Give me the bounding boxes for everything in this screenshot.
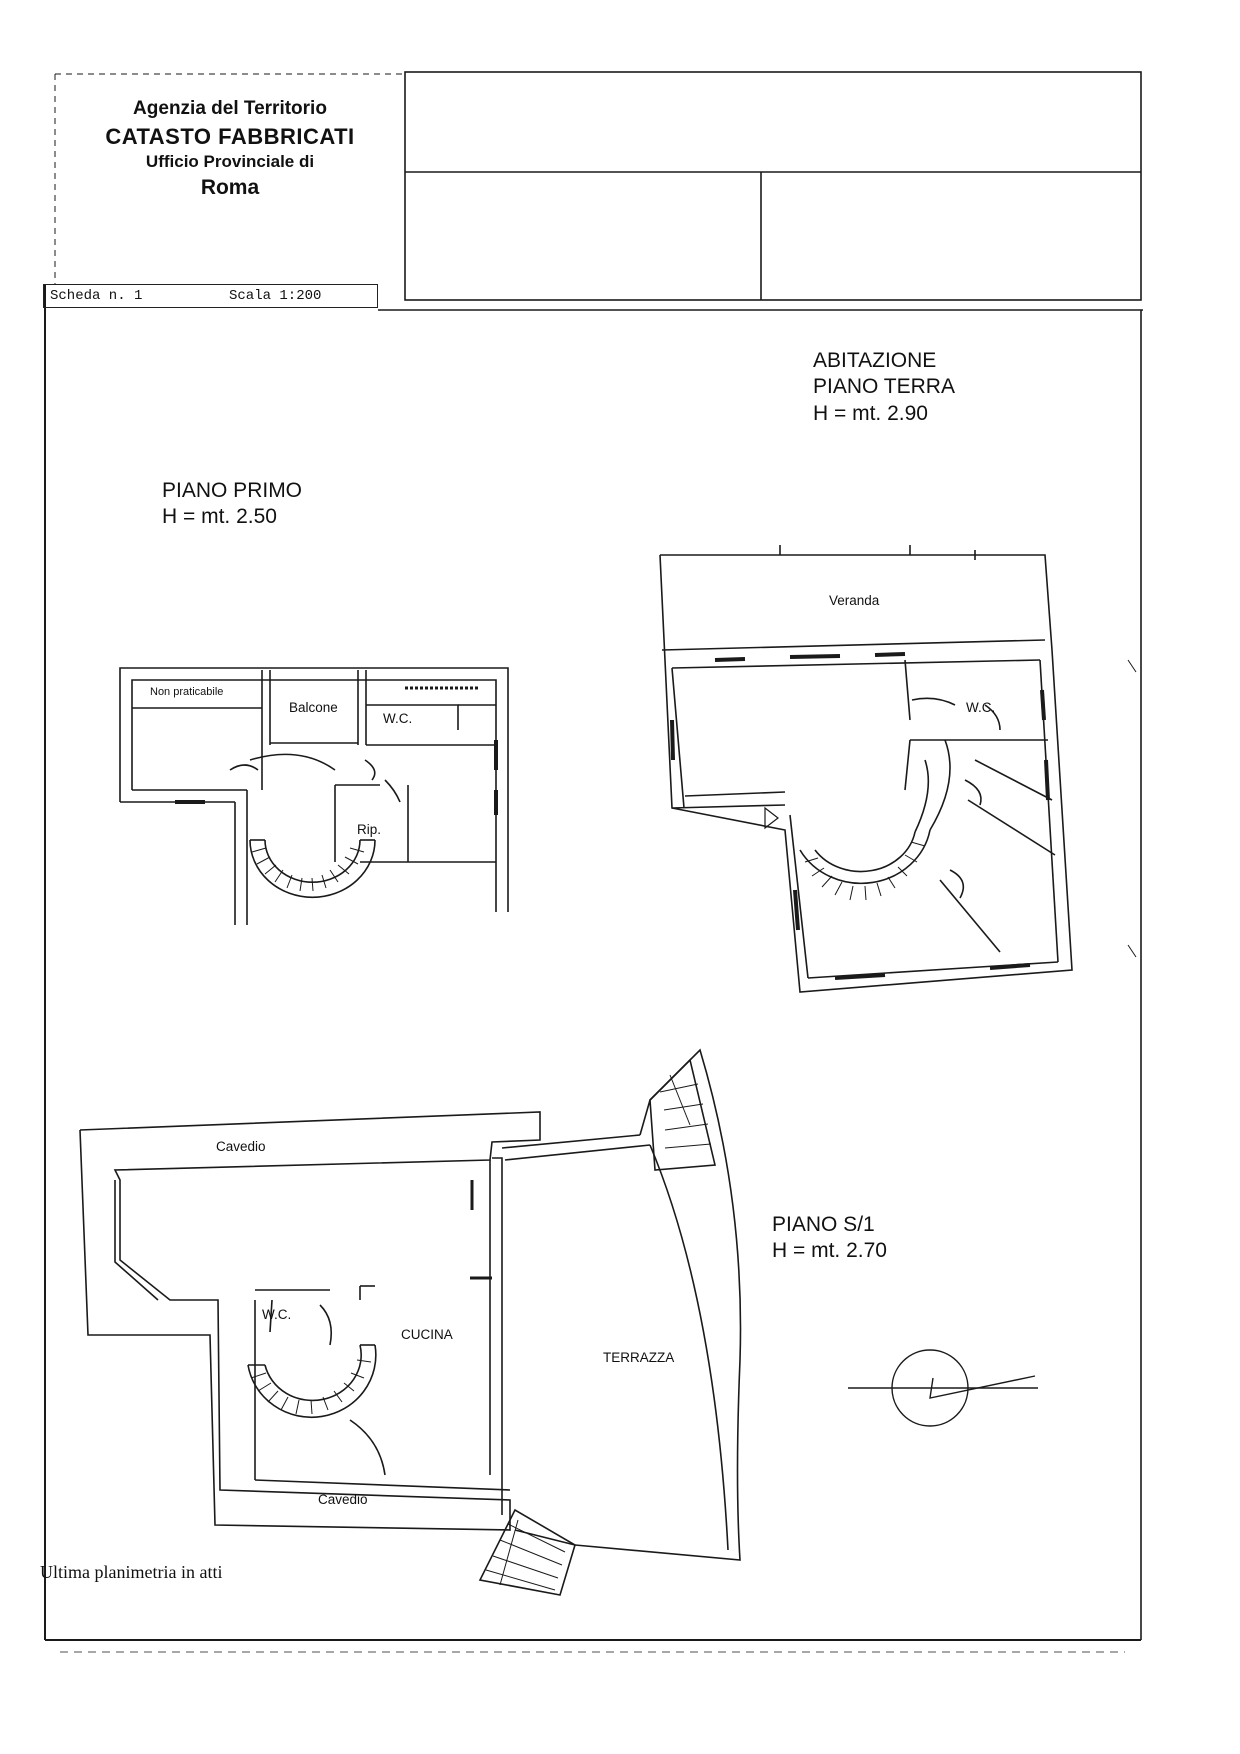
ground-floor-plan xyxy=(660,545,1072,992)
basement-floor-label: PIANO S/1 xyxy=(772,1213,875,1236)
ground-floor-height: H = mt. 2.90 xyxy=(813,401,928,425)
room-label-terrazza: TERRAZZA xyxy=(603,1350,675,1365)
room-label-rip: Rip. xyxy=(357,822,382,837)
sheet-scale: Scala 1:200 xyxy=(229,288,322,304)
footer-note: Ultima planimetria in atti xyxy=(40,1562,223,1582)
room-label-wc-basement: W.C. xyxy=(262,1307,292,1322)
room-label-cucina: CUCINA xyxy=(401,1327,453,1342)
ground-floor-label: ABITAZIONE xyxy=(813,349,937,372)
office-name: Ufficio Provinciale di xyxy=(145,152,315,172)
basement-floor-plan xyxy=(80,1050,741,1595)
room-label-balcone: Balcone xyxy=(289,700,338,715)
room-label-veranda: Veranda xyxy=(829,593,880,608)
city-name: Roma xyxy=(200,176,260,200)
header-stamp-box xyxy=(405,72,1141,300)
agency-name: Agenzia del Territorio xyxy=(133,98,327,119)
sheet-number: Scheda n. 1 xyxy=(50,288,143,304)
room-label-non-praticabile: Non praticabile xyxy=(150,686,224,698)
north-arrow xyxy=(848,1350,1038,1426)
room-label-wc-ground: W.C. xyxy=(966,700,996,715)
sheet-info-box xyxy=(43,284,378,308)
room-label-cavedio-top: Cavedio xyxy=(216,1139,266,1154)
office-header xyxy=(60,96,400,203)
basement-floor-title xyxy=(772,1212,887,1265)
ground-floor-level: PIANO TERRA xyxy=(813,375,955,399)
room-label-cavedio-bottom: Cavedio xyxy=(318,1492,368,1507)
first-floor-height: H = mt. 2.50 xyxy=(162,505,277,529)
first-floor-title xyxy=(162,478,302,531)
ground-floor-title xyxy=(813,348,955,427)
basement-floor-height: H = mt. 2.70 xyxy=(772,1239,887,1263)
first-floor-label: PIANO PRIMO xyxy=(162,479,303,502)
room-label-wc-first: W.C. xyxy=(383,711,413,726)
registry-name: CATASTO FABBRICATI xyxy=(105,123,355,149)
